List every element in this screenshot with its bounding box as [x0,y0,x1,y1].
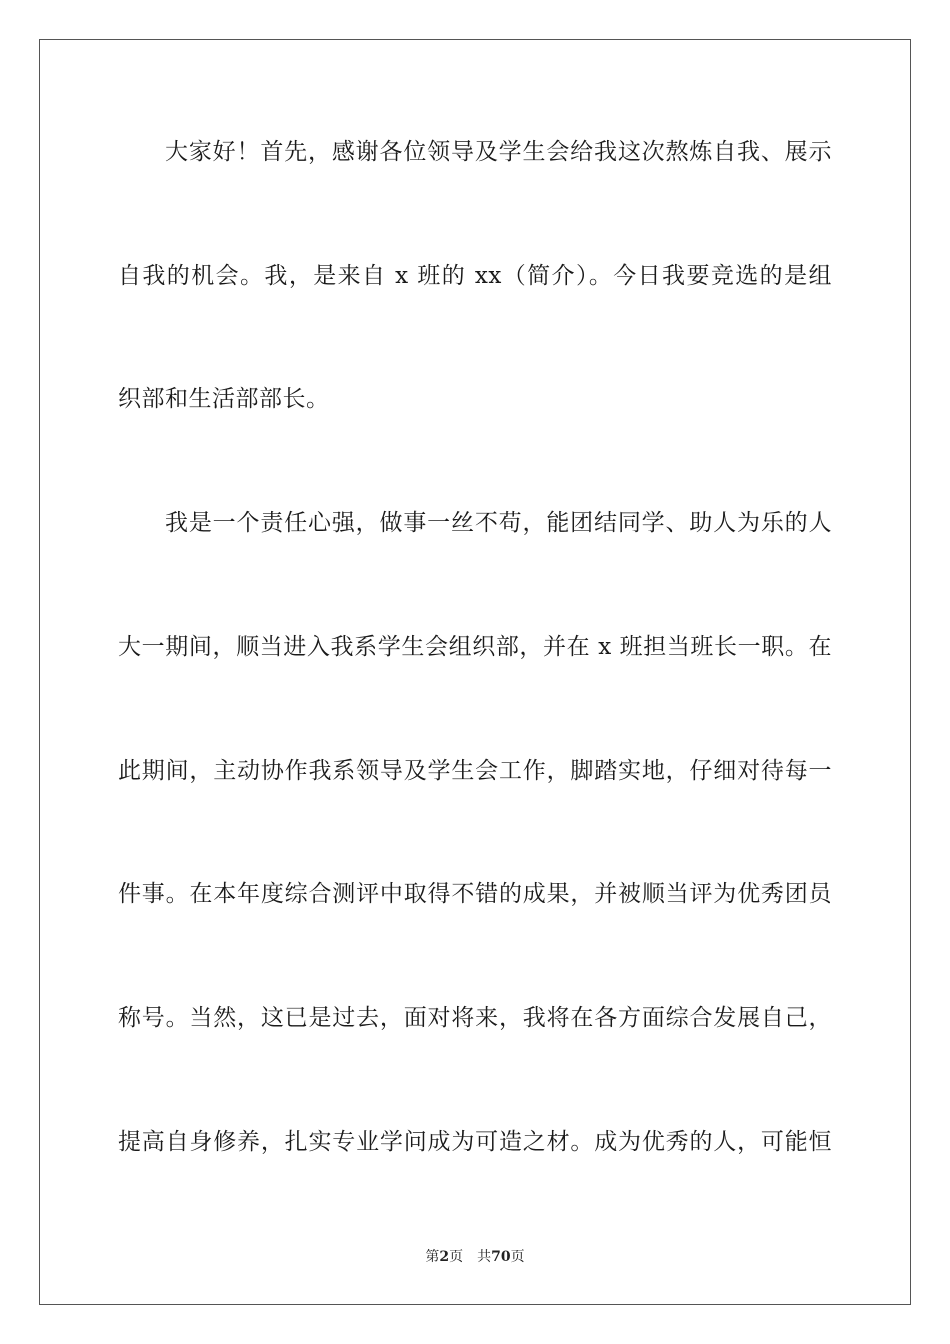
paragraph-2-line-5: 称号。当然，这已是过去，面对将来，我将在各方面综合发展自己， [118,1005,832,1031]
page-suffix: 页 [449,1249,464,1265]
page-prefix: 第 [425,1249,440,1265]
paragraph-1-line-3: 织部和生活部部长。 [118,386,330,412]
total-pages: 70 [491,1249,511,1265]
paragraph-2-line-2: 大一期间，顺当进入我系学生会组织部，并在 x 班担当班长一职。在 [118,634,832,660]
page-number: 2 [439,1249,450,1265]
page-footer [0,1248,950,1266]
paragraph-2-line-4: 件事。在本年度综合测评中取得不错的成果，并被顺当评为优秀团员 [118,881,832,907]
paragraph-1-line-1: 大家好！首先，感谢各位领导及学生会给我这次熬炼自我、展示 [165,139,832,165]
total-suffix: 页 [510,1249,525,1265]
paragraph-1-line-2: 自我的机会。我，是来自 x 班的 xx（简介）。今日我要竞选的是组 [118,263,832,289]
total-prefix: 共 [477,1249,492,1265]
paragraph-2-line-1: 我是一个责任心强，做事一丝不苟，能团结同学、助人为乐的人 [165,510,832,536]
page-border [39,39,911,1305]
paragraph-2-line-3: 此期间，主动协作我系领导及学生会工作，脚踏实地，仔细对待每一 [118,758,832,784]
paragraph-2-line-6: 提高自身修养，扎实专业学问成为可造之材。成为优秀的人，可能恒 [118,1129,832,1155]
